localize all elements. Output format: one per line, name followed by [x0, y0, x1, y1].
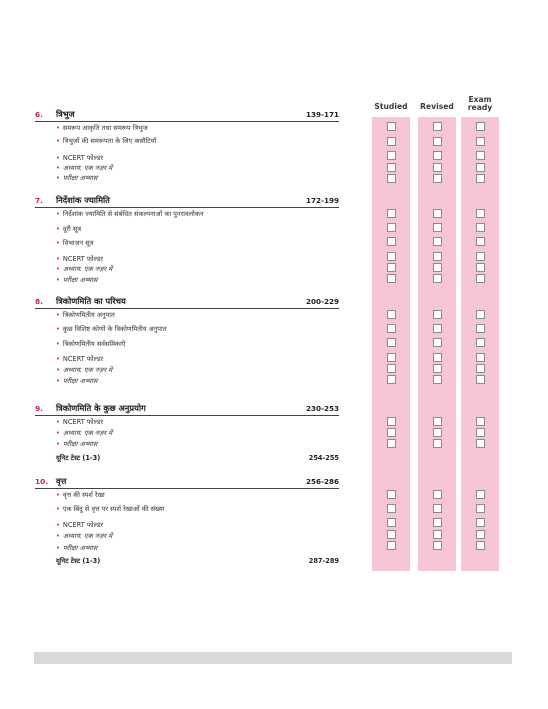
topic-item: [56, 355, 103, 364]
chapter-title: निर्देशांक ज्यामिति: [56, 195, 110, 205]
topic-item: [56, 164, 112, 173]
topic-label: NCERT फोल्डर: [62, 418, 104, 426]
studied-checkbox[interactable]: [387, 504, 396, 513]
exam-ready-checkbox[interactable]: [476, 223, 485, 232]
revised-checkbox[interactable]: [433, 428, 442, 437]
studied-checkbox[interactable]: [387, 151, 396, 160]
studied-checkbox[interactable]: [387, 417, 396, 426]
chapter-number: 6.: [35, 110, 43, 119]
studied-checkbox[interactable]: [387, 541, 396, 550]
exam-ready-checkbox[interactable]: [476, 518, 485, 527]
revised-checkbox[interactable]: [433, 174, 442, 183]
topic-item: [56, 154, 103, 163]
revised-checkbox[interactable]: [433, 504, 442, 513]
chapter-number: 8.: [35, 297, 43, 306]
revised-checkbox[interactable]: [433, 375, 442, 384]
topic-item: [56, 429, 112, 438]
studied-header: Studied: [374, 102, 408, 111]
topic-label: त्रिकोणमितीय अनुपात: [62, 311, 115, 319]
studied-checkbox[interactable]: [387, 163, 396, 172]
footer-bar: [34, 652, 512, 664]
topic-item: [56, 255, 103, 264]
topic-item: [56, 532, 112, 541]
revised-checkbox[interactable]: [433, 151, 442, 160]
topic-label: वृत्त की स्पर्श रेखा: [62, 491, 105, 499]
bullet-icon: •: [56, 366, 60, 374]
exam-ready-checkbox[interactable]: [476, 504, 485, 513]
chapter-pages: 256-286: [306, 477, 339, 486]
chapter-heading: [35, 477, 339, 489]
exam-ready-checkbox[interactable]: [476, 310, 485, 319]
chapter-pages: 172-199: [306, 196, 339, 205]
studied-checkbox[interactable]: [387, 338, 396, 347]
exam-ready-header: [455, 96, 505, 112]
bullet-icon: •: [56, 124, 60, 132]
bullet-icon: •: [56, 265, 60, 273]
topic-item: [56, 311, 115, 320]
topic-label: अध्याय: एक नज़र में: [62, 366, 113, 374]
exam-ready-checkbox[interactable]: [476, 237, 485, 246]
topic-label: निर्देशांक ज्यामिति से संबंधित संकल्पनाओं का पुनरावलोकन: [62, 210, 204, 218]
revised-checkbox[interactable]: [433, 122, 442, 131]
studied-checkbox[interactable]: [387, 518, 396, 527]
exam-ready-checkbox[interactable]: [476, 417, 485, 426]
topic-item: [56, 377, 97, 386]
studied-checkbox[interactable]: [387, 223, 396, 232]
topic-item: [56, 239, 93, 248]
revised-checkbox[interactable]: [433, 209, 442, 218]
exam-ready-checkbox[interactable]: [476, 541, 485, 550]
exam-ready-checkbox[interactable]: [476, 252, 485, 261]
chapter-heading: [35, 110, 339, 122]
studied-checkbox[interactable]: [387, 252, 396, 261]
chapter-title: त्रिभुज: [56, 109, 75, 119]
chapter-pages: 230-253: [306, 404, 339, 413]
topic-label: परीक्षा अभ्यास: [62, 544, 98, 552]
revised-checkbox[interactable]: [433, 490, 442, 499]
topic-item: [56, 137, 156, 146]
studied-checkbox[interactable]: [387, 263, 396, 272]
revised-checkbox[interactable]: [433, 223, 442, 232]
studied-checkbox[interactable]: [387, 490, 396, 499]
revised-checkbox[interactable]: [433, 353, 442, 362]
bullet-icon: •: [56, 255, 60, 263]
topic-label: अध्याय: एक नज़र में: [62, 164, 113, 172]
topic-label: NCERT फोल्डर: [62, 255, 104, 263]
topic-item: [56, 210, 204, 219]
topic-item: [56, 174, 97, 183]
topic-label: दूरी सूत्र: [62, 225, 81, 233]
bullet-icon: •: [56, 521, 60, 529]
exam-ready-checkbox[interactable]: [476, 375, 485, 384]
unit-test-pages: 254-255: [308, 454, 339, 462]
topic-item: [56, 366, 112, 375]
chapter-pages: 139-171: [306, 110, 339, 119]
exam-ready-checkbox[interactable]: [476, 263, 485, 272]
bullet-icon: •: [56, 164, 60, 172]
bullet-icon: •: [56, 137, 60, 145]
topic-label: एक बिंदु से वृत्त पर स्पर्श रेखाओं की संख्या: [62, 505, 165, 513]
exam-ready-checkbox[interactable]: [476, 163, 485, 172]
topic-label: NCERT फोल्डर: [62, 355, 104, 363]
exam-ready-checkbox[interactable]: [476, 353, 485, 362]
revised-checkbox[interactable]: [433, 274, 442, 283]
exam-ready-checkbox[interactable]: [476, 151, 485, 160]
bullet-icon: •: [56, 355, 60, 363]
topic-label: त्रिभुजों की समरूपता के लिए कसौटियाँ: [62, 137, 157, 145]
exam-ready-checkbox[interactable]: [476, 122, 485, 131]
chapter-heading: [35, 404, 339, 416]
chapter-title: त्रिकोणमिति के कुछ अनुप्रयोग: [56, 403, 146, 413]
revised-checkbox[interactable]: [433, 237, 442, 246]
topic-label: त्रिकोणमितीय सर्वसमिकाएँ: [62, 340, 126, 348]
bullet-icon: •: [56, 225, 60, 233]
topic-item: [56, 265, 112, 274]
topic-label: NCERT फोल्डर: [62, 521, 104, 529]
bullet-icon: •: [56, 340, 60, 348]
revised-header: Revised: [420, 102, 454, 111]
exam-ready-checkbox[interactable]: [476, 439, 485, 448]
revised-checkbox[interactable]: [433, 137, 442, 146]
revised-checkbox[interactable]: [433, 417, 442, 426]
bullet-icon: •: [56, 440, 60, 448]
unit-test-label: यूनिट टेस्ट (1-3): [56, 454, 101, 462]
bullet-icon: •: [56, 532, 60, 540]
bullet-icon: •: [56, 377, 60, 385]
studied-checkbox[interactable]: [387, 439, 396, 448]
exam-ready-checkbox[interactable]: [476, 490, 485, 499]
chapter-number: 10.: [35, 477, 49, 486]
revised-checkbox[interactable]: [433, 518, 442, 527]
bullet-icon: •: [56, 239, 60, 247]
studied-checkbox[interactable]: [387, 530, 396, 539]
topic-item: [56, 340, 125, 349]
exam-ready-header-line2: ready: [467, 103, 493, 112]
chapter-title: वृत्त: [56, 476, 67, 486]
exam-ready-checkbox[interactable]: [476, 274, 485, 283]
bullet-icon: •: [56, 429, 60, 437]
bullet-icon: •: [56, 276, 60, 284]
unit-test-label: यूनिट टेस्ट (1-3): [56, 557, 101, 565]
revised-checkbox[interactable]: [433, 263, 442, 272]
studied-checkbox[interactable]: [387, 137, 396, 146]
bullet-icon: •: [56, 505, 60, 513]
studied-checkbox[interactable]: [387, 324, 396, 333]
revised-checkbox[interactable]: [433, 541, 442, 550]
studied-checkbox[interactable]: [387, 174, 396, 183]
revised-checkbox[interactable]: [433, 364, 442, 373]
exam-ready-checkbox[interactable]: [476, 209, 485, 218]
studied-checkbox[interactable]: [387, 375, 396, 384]
topic-item: [56, 544, 97, 553]
studied-checkbox[interactable]: [387, 364, 396, 373]
bullet-icon: •: [56, 491, 60, 499]
bullet-icon: •: [56, 174, 60, 182]
topic-label: NCERT फोल्डर: [62, 154, 104, 162]
chapter-heading: [35, 196, 339, 208]
topic-label: अध्याय: एक नज़र में: [62, 532, 113, 540]
topic-item: [56, 124, 148, 133]
chapter-pages: 200-229: [306, 297, 339, 306]
topic-item: [56, 276, 97, 285]
studied-checkbox[interactable]: [387, 310, 396, 319]
topic-label: परीक्षा अभ्यास: [62, 377, 98, 385]
revised-checkbox[interactable]: [433, 252, 442, 261]
topic-item: [56, 491, 105, 500]
revised-checkbox[interactable]: [433, 530, 442, 539]
bullet-icon: •: [56, 544, 60, 552]
bullet-icon: •: [56, 418, 60, 426]
chapter-number: 7.: [35, 196, 43, 205]
bullet-icon: •: [56, 154, 60, 162]
topic-item: [56, 325, 167, 334]
studied-checkbox[interactable]: [387, 353, 396, 362]
studied-checkbox[interactable]: [387, 209, 396, 218]
studied-checkbox[interactable]: [387, 237, 396, 246]
revised-checkbox[interactable]: [433, 439, 442, 448]
topic-label: परीक्षा अभ्यास: [62, 440, 98, 448]
chapter-title: त्रिकोणमिति का परिचय: [56, 296, 126, 306]
bullet-icon: •: [56, 325, 60, 333]
unit-test-pages: 287-289: [308, 557, 339, 565]
chapter-number: 9.: [35, 404, 43, 413]
unit-test: [56, 557, 339, 566]
revised-checkbox[interactable]: [433, 163, 442, 172]
exam-ready-checkbox[interactable]: [476, 428, 485, 437]
unit-test: [56, 454, 339, 463]
exam-ready-checkbox[interactable]: [476, 530, 485, 539]
topic-label: परीक्षा अभ्यास: [62, 276, 98, 284]
exam-ready-checkbox[interactable]: [476, 174, 485, 183]
topic-label: समरूप आकृति तथा समरूप त्रिभुज: [62, 124, 148, 132]
studied-checkbox[interactable]: [387, 274, 396, 283]
topic-label: अध्याय: एक नज़र में: [62, 429, 113, 437]
exam-ready-checkbox[interactable]: [476, 324, 485, 333]
topic-label: कुछ विशिष्ट कोणों के त्रिकोणमितीय अनुपात: [62, 325, 167, 333]
exam-ready-checkbox[interactable]: [476, 364, 485, 373]
topic-item: [56, 225, 81, 234]
bullet-icon: •: [56, 311, 60, 319]
studied-checkbox[interactable]: [387, 428, 396, 437]
topic-item: [56, 505, 164, 514]
studied-checkbox[interactable]: [387, 122, 396, 131]
chapter-heading: [35, 297, 339, 309]
bullet-icon: •: [56, 210, 60, 218]
exam-ready-header-line1: Exam: [468, 95, 492, 104]
revised-checkbox[interactable]: [433, 324, 442, 333]
exam-ready-checkbox[interactable]: [476, 137, 485, 146]
topic-label: अध्याय: एक नज़र में: [62, 265, 113, 273]
topic-label: परीक्षा अभ्यास: [62, 174, 98, 182]
exam-ready-checkbox[interactable]: [476, 338, 485, 347]
topic-item: [56, 418, 103, 427]
revised-checkbox[interactable]: [433, 310, 442, 319]
topic-item: [56, 440, 97, 449]
topic-item: [56, 521, 103, 530]
revised-checkbox[interactable]: [433, 338, 442, 347]
topic-label: विभाजन सूत्र: [62, 239, 94, 247]
